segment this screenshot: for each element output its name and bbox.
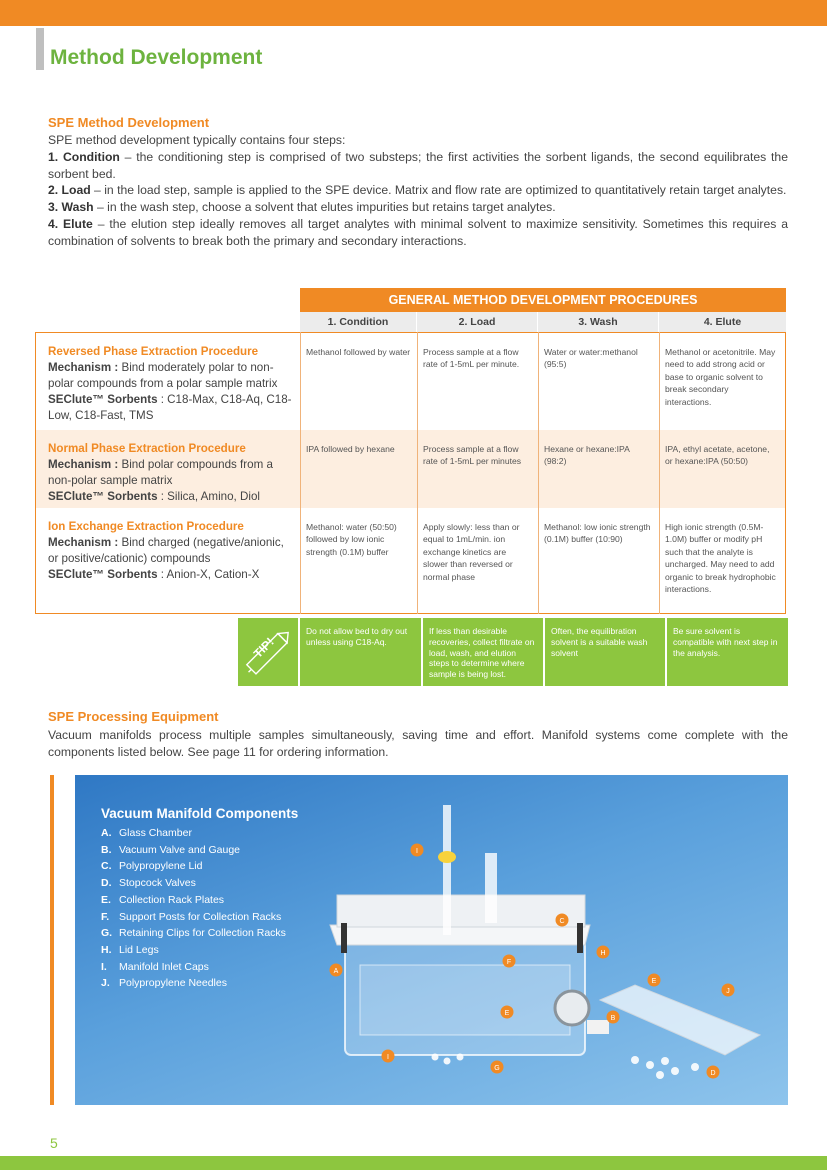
callout-letter: G <box>494 1065 500 1072</box>
manifold-illustration <box>75 775 788 1105</box>
component-name: Retaining Clips for Collection Racks <box>119 927 286 940</box>
component-letter: C. <box>101 860 112 873</box>
procedure-title: Normal Phase Extraction Procedure <box>48 442 246 455</box>
sorbents-text: : C18-Max, C18-Aq, C18-Low, C18-Fast, TMS <box>48 393 292 422</box>
tip-item: Do not allow bed to dry out unless using C18-Aq. <box>300 618 421 686</box>
procedures-table-frame <box>35 332 786 614</box>
sorbents-text: : Silica, Amino, Diol <box>157 490 260 503</box>
collection-rack <box>360 965 570 1035</box>
callout-badge <box>707 1066 720 1079</box>
step-label: 4. Elute <box>48 216 93 231</box>
component-letter: I. <box>101 960 107 973</box>
table-cell: High ionic strength (0.5M-1.0M) buffer or modify pH such that the analyte is uncharged. May need to add organic to break hydrophobic interactions. <box>665 522 776 595</box>
callout-letter: H <box>600 950 606 957</box>
component-name: Manifold Inlet Caps <box>119 960 209 973</box>
table-cell: Water or water:methanol (95:5) <box>544 347 638 370</box>
vacuum-gauge <box>555 991 589 1025</box>
component-letter: G. <box>101 927 113 940</box>
column-header-elute: 4. Elute <box>659 312 786 332</box>
syringe <box>443 805 451 935</box>
mechanism-text: Bind polar compounds from a non-polar sample matrix <box>48 458 273 487</box>
callout-letter: E <box>651 978 657 985</box>
callout-letter: C <box>559 918 565 925</box>
spe-intro-line: SPE method development typically contains four steps: <box>48 133 346 147</box>
mechanism-text: Bind moderately polar to non-polar compounds from a polar sample matrix <box>48 361 278 390</box>
step-label: 2. Load <box>48 183 91 198</box>
step-text: – in the wash step, choose a solvent that elutes impurities but retains target analytes. <box>93 200 556 215</box>
table-divider <box>659 332 660 614</box>
column-header-condition: 1. Condition <box>300 312 417 332</box>
component-name: Collection Rack Plates <box>119 893 225 906</box>
orange-side-rule <box>50 775 54 1105</box>
procedure-title: Reversed Phase Extraction Procedure <box>48 345 259 358</box>
spe-method-heading: SPE Method Development <box>48 115 210 130</box>
table-divider <box>417 332 418 614</box>
column-header-load: 2. Load <box>417 312 538 332</box>
tip-item: Often, the equilibration solvent is a suitable wash solvent <box>545 618 665 686</box>
callout-badge <box>491 1061 504 1074</box>
component-letter: J. <box>101 977 110 990</box>
inlet-cap <box>438 851 456 863</box>
callout-letter: B <box>610 1015 616 1022</box>
step-condition <box>48 149 788 183</box>
tip-item: Be sure solvent is compatible with next step in the analysis. <box>667 618 788 686</box>
lid-leg <box>577 923 583 953</box>
table-divider <box>538 332 539 614</box>
callout-badge <box>503 955 516 968</box>
step-label: 1. Condition <box>48 149 120 164</box>
pencil-icon <box>238 618 298 686</box>
callout-badge <box>501 1006 514 1019</box>
table-cell: Hexane or hexane:IPA (98:2) <box>544 444 630 467</box>
callout-badge <box>556 914 569 927</box>
callout-badge <box>411 844 424 857</box>
component-letter: B. <box>101 843 112 856</box>
callout-letter: E <box>504 1010 510 1017</box>
component-name: Polypropylene Lid <box>119 860 203 873</box>
mechanism-label: Mechanism : <box>48 458 119 471</box>
table-cell: Process sample at a flow rate of 1-5mL per minute. <box>423 347 520 370</box>
component-name: Vacuum Valve and Gauge <box>119 843 241 856</box>
table-cell: Methanol followed by water <box>306 347 411 357</box>
step-text: – the elution step ideally removes all target analytes with minimal solvent to maximize sensitivity. Sometimes this requires a combination of solvents to break both the primary and secondary interactions. <box>48 216 788 248</box>
mechanism-label: Mechanism : <box>48 536 119 549</box>
table-cell: Methanol or acetonitrile. May need to add strong acid or base to organic solvent to break secondary interactions. <box>665 347 776 407</box>
tip-label: TIP! <box>250 634 277 661</box>
procedure-title: Ion Exchange Extraction Procedure <box>48 520 244 533</box>
table-cell: Apply slowly: less than or equal to 1mL/min. ion exchange kinetics are slower than reversed or normal phase <box>423 522 520 582</box>
bottom-green-bar <box>0 1156 827 1170</box>
equipment-description: Vacuum manifolds process multiple samples simultaneously, saving time and effort. Manifold systems come complete with the components listed below. See page 11 for ordering information. <box>48 728 788 759</box>
callout-badge <box>382 1050 395 1063</box>
table-cell: Process sample at a flow rate of 1-5mL per minutes <box>423 444 522 467</box>
vacuum-manifold-photo <box>75 775 788 1105</box>
table-cell: Methanol: low ionic strength (0.1M) buffer (10:90) <box>544 522 651 545</box>
table-cell: IPA, ethyl acetate, acetone, or hexane:IPA (50:50) <box>665 444 770 467</box>
page-number: 5 <box>50 1135 58 1151</box>
component-letter: D. <box>101 877 112 890</box>
callout-badge <box>607 1011 620 1024</box>
callout-letter: A <box>333 968 339 975</box>
table-divider <box>300 332 301 614</box>
spe-intro <box>48 132 788 250</box>
component-name: Glass Chamber <box>119 827 192 839</box>
step-text: – in the load step, sample is applied to the SPE device. Matrix and flow rate are optimized to quantitatively retain target analytes. <box>90 183 787 198</box>
manifold-components-title: Vacuum Manifold Components <box>101 806 299 821</box>
collection-rack-plate <box>600 985 760 1055</box>
top-orange-bar <box>0 0 827 26</box>
mechanism-text: Bind charged (negative/anionic, or positive/cationic) compounds <box>48 536 284 565</box>
callout-badge <box>648 974 661 987</box>
component-letter: E. <box>101 893 111 906</box>
callout-letter: I <box>416 848 418 855</box>
component-letter: A. <box>101 827 112 839</box>
component-letter: F. <box>101 910 110 923</box>
callout-badge <box>722 984 735 997</box>
sorbents-label: SEClute™ Sorbents <box>48 568 158 581</box>
step-load <box>48 182 788 199</box>
spe-equipment-heading: SPE Processing Equipment <box>48 709 219 724</box>
table-cell: IPA followed by hexane <box>306 444 395 454</box>
component-name: Stopcock Valves <box>119 877 196 890</box>
component-name: Lid Legs <box>119 943 159 956</box>
step-text: – the conditioning step is comprised of two substeps; the first activities the sorbent ligands, the second equilibrates the sorbent bed. <box>48 149 788 181</box>
callout-badge <box>330 964 343 977</box>
sorbents-text: : Anion-X, Cation-X <box>157 568 260 581</box>
step-wash <box>48 199 788 216</box>
syringe <box>485 853 497 923</box>
step-elute <box>48 216 788 250</box>
procedures-table-header: GENERAL METHOD DEVELOPMENT PROCEDURES <box>300 288 786 312</box>
component-letter: H. <box>101 943 112 956</box>
table-cell: Methanol: water (50:50) followed by low ionic strength (0.1M) buffer <box>306 522 397 557</box>
lid-leg <box>341 923 347 953</box>
title-accent-bar <box>36 28 44 70</box>
component-name: Polypropylene Needles <box>119 977 227 990</box>
sorbents-label: SEClute™ Sorbents <box>48 393 158 406</box>
callout-letter: I <box>387 1054 389 1061</box>
callout-letter: F <box>506 959 512 966</box>
callout-letter: D <box>710 1070 716 1077</box>
polypropylene-lid <box>330 925 590 945</box>
callout-badge <box>597 946 610 959</box>
tip-item: If less than desirable recoveries, collect filtrate on load, wash, and elution steps to determine where sample is being lost. <box>423 618 543 686</box>
callout-letter: J <box>726 988 730 995</box>
component-name: Support Posts for Collection Racks <box>119 910 282 923</box>
vacuum-valve <box>587 1020 609 1034</box>
step-label: 3. Wash <box>48 200 94 215</box>
tip-badge <box>238 618 298 686</box>
lid-top <box>337 895 585 927</box>
stopcock-valves <box>631 1056 699 1079</box>
mechanism-label: Mechanism : <box>48 361 119 374</box>
page-title: Method Development <box>50 46 263 69</box>
column-header-wash: 3. Wash <box>538 312 659 332</box>
sorbents-label: SEClute™ Sorbents <box>48 490 158 503</box>
